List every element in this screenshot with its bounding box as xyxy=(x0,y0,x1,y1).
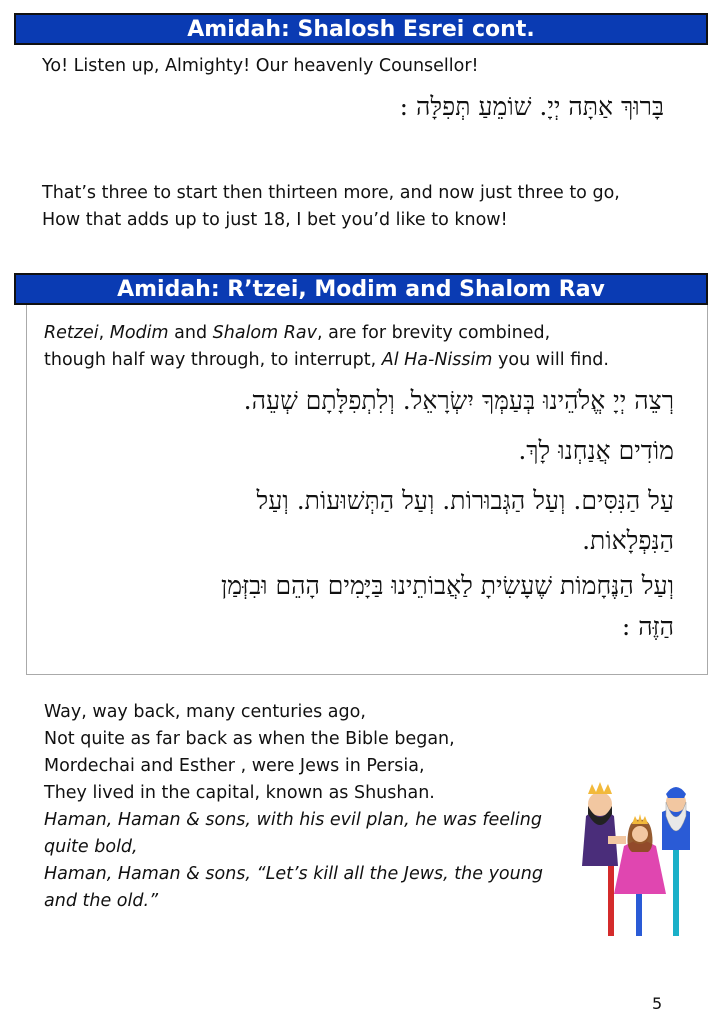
mordechai-puppet xyxy=(662,787,690,850)
section1-hebrew: בָּרוּךְ אַתָּה יְיָ. שׁוֹמֵעַ תְּפִלָּה : xyxy=(399,92,664,121)
section2-intro-line-2: though half way through, to interrupt, Al Ha-Nissim you will find. xyxy=(44,350,609,370)
hebrew-al-hanissim-2: הַנִּפְלָאוֹת. xyxy=(582,526,674,555)
hebrew-al-hanechamot-2: הַזֶּה : xyxy=(621,612,674,641)
hebrew-retzei: רְצֵה יְיָ אֱלֹהֵינוּ בְּעַמְּךָ יִשְׂרָאֵל. וְלִתְפִלָּתָם שְׁעֵה. xyxy=(243,386,674,415)
poem xyxy=(44,699,564,915)
poem-line-4: They lived in the capital, known as Shushan. xyxy=(44,783,435,803)
poem-line-1: Way, way back, many centuries ago, xyxy=(44,702,366,722)
poem-line-5: Haman, Haman & sons, with his evil plan, he was feeling quite bold, xyxy=(44,810,542,857)
section1-verse-line-2: How that adds up to just 18, I bet you’d like to know! xyxy=(42,210,508,230)
section2-title: Amidah: R’tzei, Modim and Shalom Rav xyxy=(117,276,605,302)
poem-line-3: Mordechai and Esther , were Jews in Persia, xyxy=(44,756,425,776)
puppet-stick-red xyxy=(608,856,614,936)
section1-verse-line-1: That’s three to start then thirteen more, and now just three to go, xyxy=(42,183,620,203)
section2-intro-line-1: Retzei, Modim and Shalom Rav, are for brevity combined, xyxy=(44,323,551,343)
puppet-stick-cyan xyxy=(673,846,679,936)
section1-intro: Yo! Listen up, Almighty! Our heavenly Counsellor! xyxy=(42,56,479,76)
section1-title-banner xyxy=(14,13,708,45)
haman-puppet xyxy=(582,782,626,866)
section2-title-banner xyxy=(14,273,708,305)
poem-line-2: Not quite as far back as when the Bible began, xyxy=(44,729,455,749)
purim-puppets-illustration xyxy=(578,776,698,940)
hebrew-al-hanissim-1: עַל הַנִּסִּים. וְעַל הַגְּבוּרוֹת. וְעַל הַתְּשׁוּעוֹת. וְעַל xyxy=(256,486,674,515)
section1-title: Amidah: Shalosh Esrei cont. xyxy=(187,16,535,42)
hebrew-modim: מוֹדִים אֲנַחְנוּ לָךְ. xyxy=(518,436,674,465)
esther-puppet xyxy=(614,814,666,894)
page-number: 5 xyxy=(652,994,663,1013)
poem-line-6: Haman, Haman & sons, “Let’s kill all the Jews, the young and the old.” xyxy=(44,864,543,911)
hebrew-al-hanechamot-1: וְעַל הַנֶּחָמוֹת שֶׁעָשִׂיתָ לַאֲבוֹתֵינוּ בַּיָּמִים הָהֵם וּבִזְּמַן xyxy=(220,571,674,600)
